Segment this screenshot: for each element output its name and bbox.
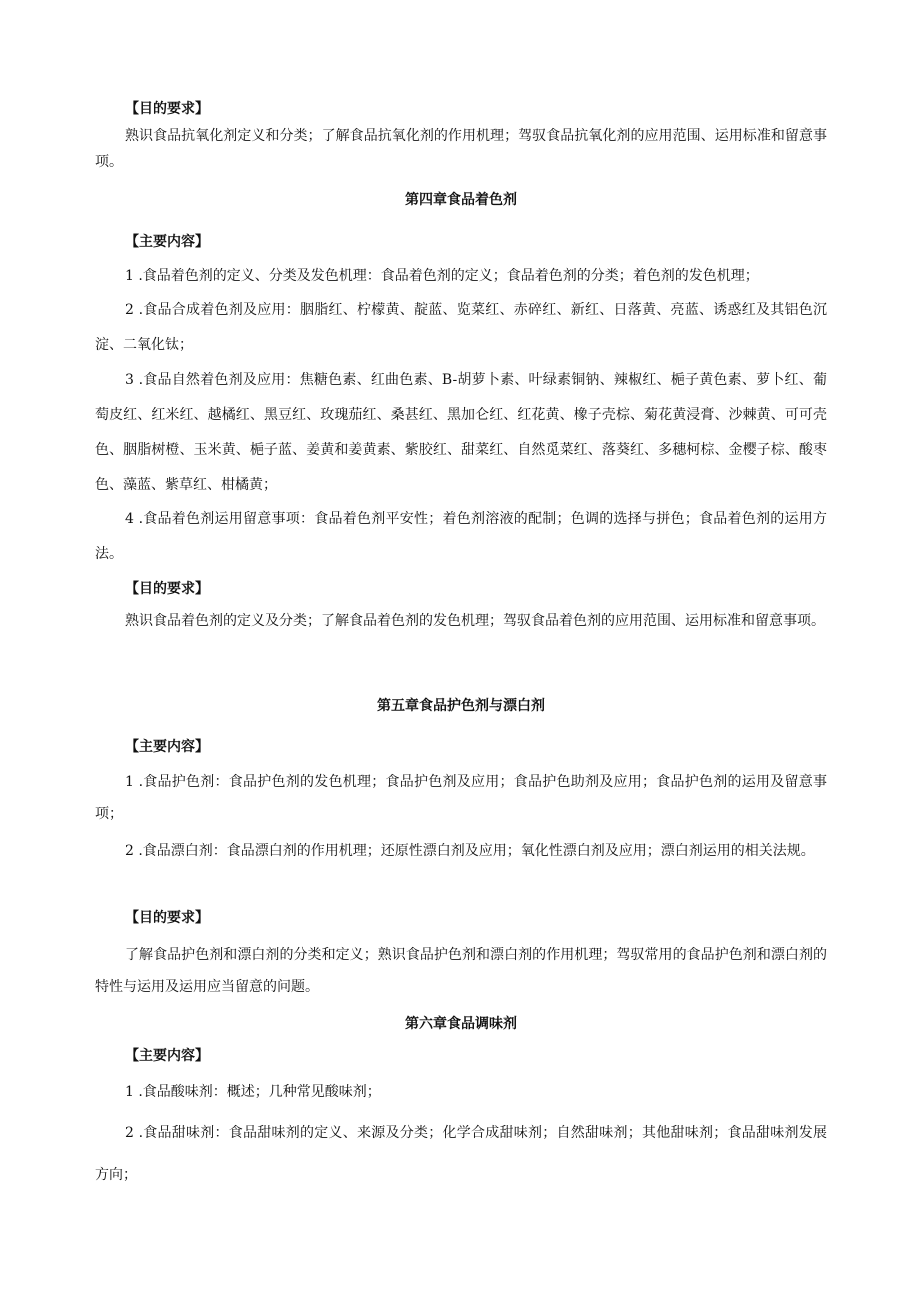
ch6-title: 第六章食品调味剂 [405,1016,517,1032]
ch6-content-heading: 【主要内容】 [125,1048,209,1064]
ch6-item-1: 1 .食品酸味剂：概述；几种常见酸味剂； [125,1084,381,1100]
ch5-goal-text: 了解食品护色剂和漂白剂的分类和定义；熟识食品护色剂和漂白剂的作用机理；驾驭常用的食品护色剂和漂白剂的特性与运用及运用应当留意的问题。 [95,947,827,995]
ch3-goal-heading: 【目的要求】 [125,101,209,117]
ch4-title: 第四章食品着色剂 [405,192,517,208]
ch4-content-heading: 【主要内容】 [125,234,209,250]
ch4-goal-heading: 【目的要求】 [125,581,209,597]
ch4-item-2: 2 .食品合成着色剂及应用：胭脂红、柠檬黄、靛蓝、览菜红、赤碎红、新红、日落黄、亮蓝、诱惑红及其铝色沉淀、二氧化钛； [95,302,827,353]
ch5-item-2: 2 .食品漂白剂：食品漂白剂的作用机理；还原性漂白剂及应用；氧化性漂白剂及应用；漂白剂运用的相关法规。 [125,843,815,859]
ch4-goal-text: 熟识食品着色剂的定义及分类；了解食品着色剂的发色机理；驾驭食品着色剂的应用范围、运用标准和留意事项。 [125,613,825,629]
ch4-item-3: 3 .食品自然着色剂及应用：焦糖色素、红曲色素、B-胡萝卜素、叶绿素铜钠、辣椒红、梔子黄色素、萝卜红、葡萄皮红、红米红、越橘红、黑豆红、玫瑰茄红、桑甚红、黑加仑红、红花黄、橡子壳棕、菊花黄浸膏、沙棘黄、可可壳色、胭脂树橙、玉米黄、梔子蓝、姜黄和姜黄素、紫胶红、甜菜红、自然觅菜红、落葵红、多穗柯棕、金樱子棕、酸枣色、藻蓝、紫草红、柑橘黄； [95,372,827,493]
ch5-item-1: 1 .食品护色剂：食品护色剂的发色机理；食品护色剂及应用；食品护色助剂及应用；食品护色剂的运用及留意事项； [95,774,827,822]
ch5-title: 第五章食品护色剂与漂白剂 [377,698,545,714]
ch5-content-heading: 【主要内容】 [125,739,209,755]
ch5-goal-heading: 【目的要求】 [125,910,209,926]
ch6-item-2: 2 .食品甜味剂：食品甜味剂的定义、来源及分类；化学合成甜味剂；自然甜味剂；其他甜味剂；食品甜味剂发展方向； [95,1125,827,1183]
ch3-goal-text: 熟识食品抗氧化剂定义和分类；了解食品抗氧化剂的作用机理；驾驭食品抗氧化剂的应用范围、运用标准和留意事项。 [95,128,827,170]
ch4-item-1: 1 .食品着色剂的定义、分类及发色机理：食品着色剂的定义；食品着色剂的分类；着色剂的发色机理； [125,268,759,284]
ch4-item-4: 4 .食品着色剂运用留意事项：食品着色剂平安性；着色剂溶液的配制；色调的选择与拼色；食品着色剂的运用方法。 [95,511,827,562]
